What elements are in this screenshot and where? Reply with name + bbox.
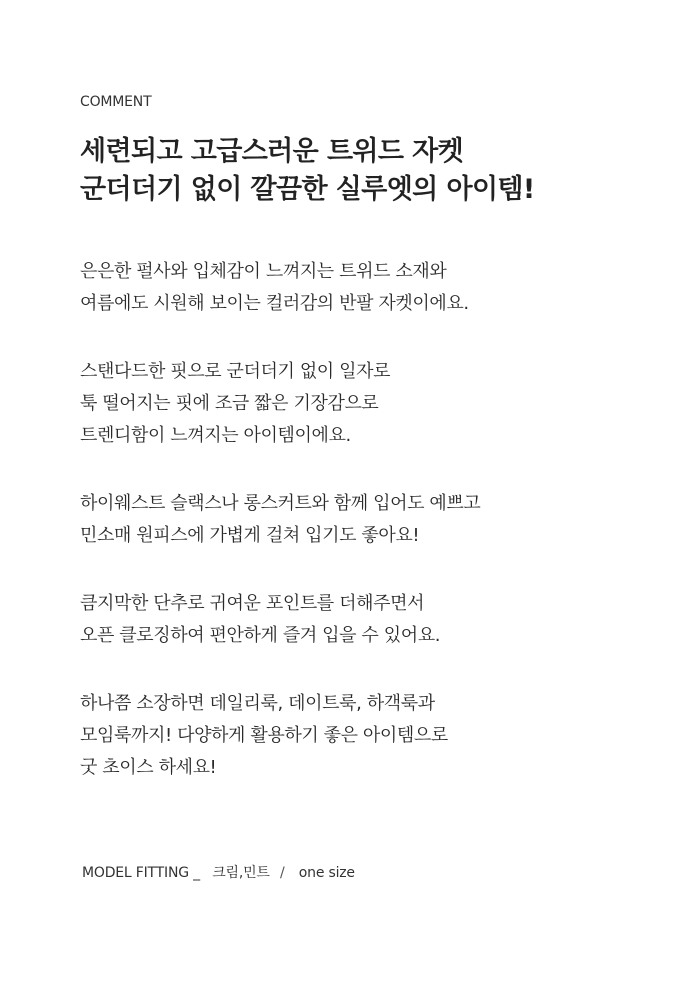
headline-line: 군더더기 없이 깔끔한 실루엣의 아이템!	[80, 174, 535, 205]
description-line: 하나쯤 소장하면 데일리룩, 데이트룩, 하객룩과	[80, 693, 435, 714]
model-fitting-info	[82, 862, 355, 882]
description-paragraph	[80, 356, 670, 452]
description-paragraph	[80, 256, 670, 320]
description-line: 은은한 펄사와 입체감이 느껴지는 트위드 소재와	[80, 261, 447, 282]
description-line: 스탠다드한 핏으로 군더더기 없이 일자로	[80, 361, 391, 382]
description-line: 툭 떨어지는 핏에 조금 짧은 기장감으로	[80, 393, 379, 414]
description-line: 모임룩까지! 다양하게 활용하기 좋은 아이템으로	[80, 725, 448, 746]
description-line: 하이웨스트 슬랙스나 롱스커트와 함께 입어도 예쁘고	[80, 493, 481, 514]
description-line: 굿 초이스 하세요!	[80, 757, 217, 778]
description-line: 민소매 원피스에 가볍게 걸쳐 입기도 좋아요!	[80, 525, 420, 546]
description-paragraph	[80, 588, 670, 652]
headline-line: 세련되고 고급스러운 트위드 자켓	[80, 136, 464, 167]
model-fitting-separator: /	[280, 865, 285, 881]
model-fitting-colors: 크림,민트	[212, 865, 270, 881]
model-fitting-size: one size	[298, 865, 355, 881]
section-label: COMMENT	[80, 94, 152, 110]
description-line: 여름에도 시원해 보이는 컬러감의 반팔 자켓이에요.	[80, 293, 469, 314]
description-line: 큼지막한 단추로 귀여운 포인트를 더해주면서	[80, 593, 425, 614]
description-paragraph	[80, 688, 670, 784]
description-body	[80, 256, 670, 820]
description-line: 오픈 클로징하여 편안하게 즐겨 입을 수 있어요.	[80, 625, 441, 646]
description-line: 트렌디함이 느껴지는 아이템이에요.	[80, 425, 351, 446]
headline	[80, 133, 660, 209]
description-paragraph	[80, 488, 670, 552]
model-fitting-label: MODEL FITTING _	[82, 865, 200, 881]
